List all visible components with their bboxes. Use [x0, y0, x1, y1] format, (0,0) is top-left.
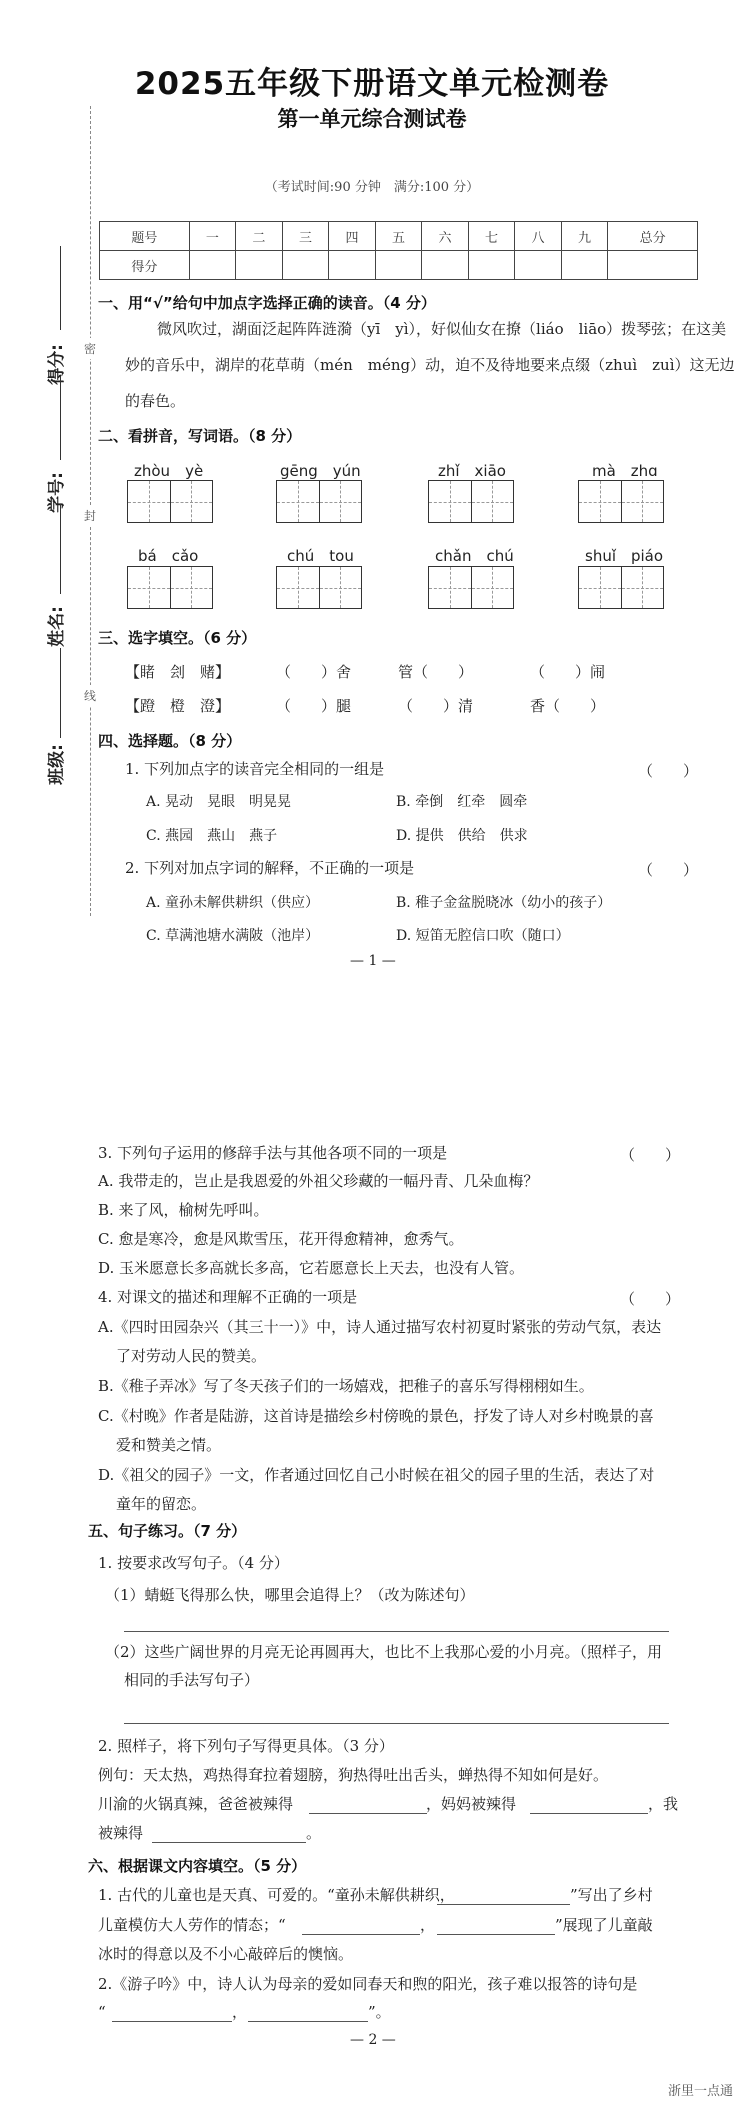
score-table-score-row — [100, 251, 698, 280]
score-input[interactable] — [561, 251, 608, 280]
option-continued: 爱和赞美之情。 — [116, 1436, 222, 1454]
answer-line[interactable] — [309, 1813, 427, 1814]
answer-blank[interactable]: （ ） — [638, 861, 699, 879]
answer-blank[interactable]: （ ） — [620, 1290, 681, 1308]
option[interactable]: B. 牵倒 红牵 圆牵 — [396, 794, 528, 810]
name-field-label: 姓名: — [46, 606, 67, 647]
exam-info: （考试时间:90 分钟 满分:100 分） — [264, 180, 480, 195]
option[interactable]: A. 我带走的，岂止是我恩爱的外祖父珍藏的一幅丹青、几朵血梅？ — [98, 1172, 539, 1190]
question-text: 1. 按要求改写句子。（4 分） — [98, 1554, 289, 1572]
question-text: “ — [98, 2003, 106, 2021]
section-1-text: 妙的音乐中，湖岸的花草萌（mén méng）动，迫不及待地要来点缀（zhuì zuì）这无边 — [125, 356, 735, 374]
score-table-header-row — [100, 222, 698, 251]
question-text: ”展现了儿童敲 — [555, 1916, 653, 1934]
option[interactable]: C.《村晚》作者是陆游，这首诗是描绘乡村傍晚的景色，抒发了诗人对乡村晚景的喜 — [98, 1407, 654, 1425]
option[interactable]: B. 来了风，榆树先呼叫。 — [98, 1201, 269, 1219]
pinyin-label: zhǐ xiāo — [438, 462, 506, 480]
option[interactable]: D. 短笛无腔信口吹（随口） — [396, 928, 570, 944]
example-sentence: 例句：天太热，鸡热得耷拉着翅膀，狗热得吐出舌头，蝉热得不知如何是好。 — [98, 1766, 609, 1784]
writing-grid[interactable] — [428, 480, 514, 523]
score-input[interactable] — [375, 251, 422, 280]
answer-line[interactable] — [248, 2021, 368, 2022]
answer-line[interactable] — [112, 2021, 232, 2022]
section-1-heading: 一、用“√”给句中加点字选择正确的读音。（4 分） — [98, 294, 436, 312]
fill-blank[interactable]: （ ）闹 — [530, 663, 606, 681]
question-text: ， — [420, 1916, 436, 1934]
pinyin-label: mà zhɑ — [592, 462, 658, 480]
question-text: 冰时的得意以及不小心敲碎后的懊恼。 — [98, 1945, 354, 1963]
score-input[interactable] — [282, 251, 329, 280]
answer-line[interactable] — [152, 1842, 306, 1843]
question-text: 4. 对课文的描述和理解不正确的一项是 — [98, 1288, 358, 1306]
seal-word-xian: 线 — [84, 685, 96, 706]
question-text: （2）这些广阔世界的月亮无论再圆再大，也比不上我那心爱的小月亮。（照样子，用 — [105, 1643, 663, 1661]
question-text: ”。 — [368, 2003, 391, 2021]
score-input[interactable] — [189, 251, 236, 280]
question-text: 2. 照样子，将下列句子写得更具体。（3 分） — [98, 1737, 394, 1755]
question-text: 1. 下列加点字的读音完全相同的一组是 — [125, 760, 385, 778]
question-text: ， — [232, 2003, 248, 2021]
score-cell: 五 — [375, 222, 422, 251]
question-text: 2.《游子吟》中，诗人认为母亲的爱如同春天和煦的阳光，孩子难以报答的诗句是 — [98, 1975, 638, 1993]
section-3-heading: 三、选字填空。（6 分） — [98, 629, 257, 647]
page-title: 2025五年级下册语文单元检测卷 — [134, 66, 610, 102]
option[interactable]: D.《祖父的园子》一文，作者通过回忆自己小时候在祖父的园子里的生活，表达了对 — [98, 1466, 655, 1484]
writing-grid[interactable] — [578, 480, 664, 523]
score-cell: 一 — [189, 222, 236, 251]
answer-line[interactable] — [437, 1904, 570, 1905]
question-text: 儿童模仿大人劳作的情态；“ — [98, 1916, 286, 1934]
section-1-text: 的春色。 — [125, 392, 186, 410]
pinyin-label: shuǐ piáo — [585, 547, 664, 565]
writing-grid[interactable] — [578, 566, 664, 609]
seal-word-feng: 封 — [84, 505, 96, 526]
question-text: ”写出了乡村 — [570, 1886, 653, 1904]
option[interactable]: B.《稚子弄冰》写了冬天孩子们的一场嬉戏，把稚子的喜乐写得栩栩如生。 — [98, 1377, 594, 1395]
score-cell: 总分 — [608, 222, 698, 251]
option[interactable]: A. 童孙未解供耕织（供应） — [146, 895, 320, 911]
student-id-field-line[interactable] — [60, 376, 61, 460]
section-5-heading: 五、句子练习。（7 分） — [88, 1522, 247, 1540]
option-continued: 童年的留恋。 — [116, 1495, 207, 1513]
score-field-label: 得分: — [46, 344, 67, 385]
option[interactable]: B. 稚子金盆脱晓冰（幼小的孩子） — [396, 895, 612, 911]
class-field-line[interactable] — [60, 648, 61, 738]
section-4-heading: 四、选择题。（8 分） — [98, 732, 242, 750]
score-cell: 题号 — [100, 222, 190, 251]
answer-line[interactable] — [124, 1631, 669, 1632]
fill-blank[interactable]: （ ）清 — [398, 697, 474, 715]
answer-line[interactable] — [124, 1723, 669, 1724]
writing-grid[interactable] — [276, 480, 362, 523]
student-id-field-label: 学号: — [46, 472, 67, 513]
score-input[interactable] — [608, 251, 698, 280]
pinyin-label: zhòu yè — [134, 462, 204, 480]
char-group: 【睹 刽 赌】 — [125, 663, 231, 681]
option-continued: 了对劳动人民的赞美。 — [116, 1347, 267, 1365]
writing-grid[interactable] — [276, 566, 362, 609]
pinyin-label: chú tou — [287, 547, 354, 565]
char-group: 【蹬 橙 澄】 — [125, 697, 231, 715]
option[interactable]: A.《四时田园杂兴（其三十一）》中，诗人通过描写农村初夏时紧张的劳动气氛，表达 — [98, 1318, 662, 1336]
question-text: 相同的手法写句子） — [124, 1671, 260, 1689]
answer-line[interactable] — [530, 1813, 648, 1814]
score-cell: 七 — [468, 222, 515, 251]
score-input[interactable] — [515, 251, 562, 280]
fill-blank[interactable]: 管（ ） — [398, 663, 474, 681]
question-text: 川渝的火锅真辣，爸爸被辣得 — [98, 1795, 294, 1813]
question-text: ，我 — [648, 1795, 679, 1813]
section-1-text: 微风吹过，湖面泛起阵阵涟漪（yī yì），好似仙女在撩（liáo liāo）拨琴弦；在这美 — [157, 320, 727, 338]
question-text: 1. 古代的儿童也是天真、可爱的。“童孙未解供耕织， — [98, 1886, 455, 1904]
answer-line[interactable] — [302, 1934, 420, 1935]
score-cell: 九 — [561, 222, 608, 251]
class-field-label: 班级: — [46, 744, 67, 785]
question-text: 。 — [306, 1824, 322, 1842]
score-cell: 四 — [329, 222, 376, 251]
option[interactable]: C. 愈是寒冷，愈是风欺雪压，花开得愈精神，愈秀气。 — [98, 1230, 464, 1248]
score-cell: 八 — [515, 222, 562, 251]
pinyin-label: bá cǎo — [138, 547, 199, 565]
score-input[interactable] — [236, 251, 283, 280]
fill-blank[interactable]: （ ）舍 — [276, 663, 352, 681]
score-input[interactable] — [422, 251, 469, 280]
score-input[interactable] — [468, 251, 515, 280]
pinyin-label: chǎn chú — [435, 547, 514, 565]
fill-blank[interactable]: （ ）腿 — [276, 697, 352, 715]
score-cell: 六 — [422, 222, 469, 251]
writing-grid[interactable] — [428, 566, 514, 609]
answer-line[interactable] — [437, 1934, 555, 1935]
fill-blank[interactable]: 香（ ） — [530, 697, 606, 715]
page-number: — 1 — — [350, 953, 396, 969]
section-2-heading: 二、看拼音，写词语。（8 分） — [98, 427, 302, 445]
page-number: — 2 — — [350, 2032, 396, 2048]
score-row-label: 得分 — [100, 251, 190, 280]
question-text: ，妈妈被辣得 — [426, 1795, 517, 1813]
pinyin-label: gēng yún — [280, 462, 361, 480]
writing-grid[interactable] — [127, 566, 213, 609]
score-field-line[interactable] — [60, 246, 61, 330]
name-field-line[interactable] — [60, 504, 61, 594]
score-input[interactable] — [329, 251, 376, 280]
section-6-heading: 六、根据课文内容填空。（5 分） — [88, 1857, 307, 1875]
seal-word-mi: 密 — [84, 338, 96, 359]
answer-blank[interactable]: （ ） — [638, 762, 699, 780]
question-text: （1）蜻蜓飞得那么快，哪里会追得上？（改为陈述句） — [105, 1586, 475, 1604]
score-cell: 二 — [236, 222, 283, 251]
question-text: 被辣得 — [98, 1824, 144, 1842]
watermark: 浙里一点通 — [668, 2084, 734, 2099]
option[interactable]: A. 晃动 晃眼 明晃晃 — [146, 794, 292, 810]
answer-blank[interactable]: （ ） — [620, 1146, 681, 1164]
option[interactable]: C. 燕园 燕山 燕子 — [146, 828, 278, 844]
page-subtitle: 第一单元综合测试卷 — [277, 106, 467, 131]
option[interactable]: D. 提供 供给 供求 — [396, 828, 528, 844]
question-text: 2. 下列对加点字词的解释，不正确的一项是 — [125, 859, 415, 877]
score-table — [99, 221, 698, 280]
score-cell: 三 — [282, 222, 329, 251]
option[interactable]: C. 草满池塘水满陂（池岸） — [146, 928, 320, 944]
option[interactable]: D. 玉米愿意长多高就长多高，它若愿意长上天去，也没有人管。 — [98, 1259, 525, 1277]
question-text: 3. 下列句子运用的修辞手法与其他各项不同的一项是 — [98, 1144, 448, 1162]
writing-grid[interactable] — [127, 480, 213, 523]
